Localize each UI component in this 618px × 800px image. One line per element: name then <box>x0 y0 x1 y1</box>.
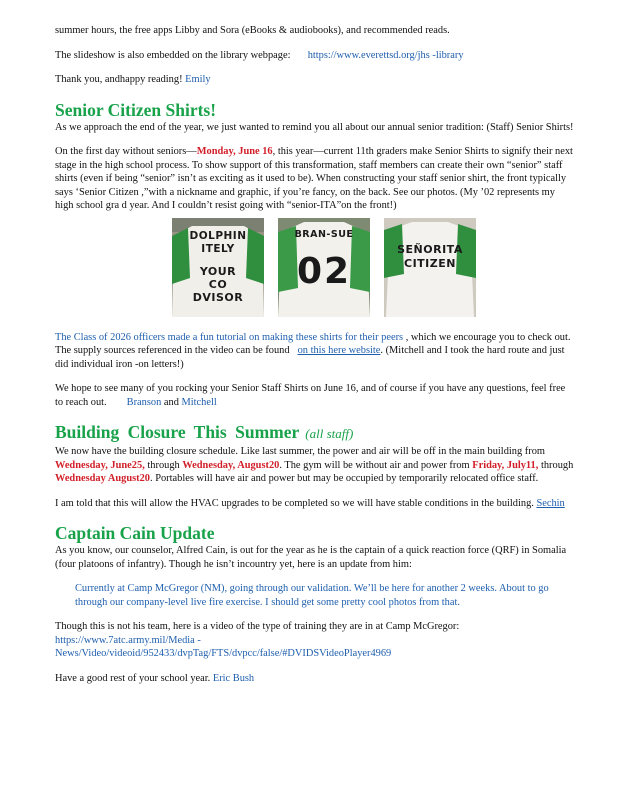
video-url-line-2[interactable]: News/Video/videoid/952433/dvpTag/FTS/dvpcc/false/#DVIDSVideoPlayer4969 <box>55 648 392 659</box>
senior-desc-a: On the first day without seniors— <box>55 146 197 157</box>
closure-text-d: through <box>540 459 574 471</box>
cain-intro-paragraph: As you know, our counselor, Alfred Cain, is out for the year as he is the captain of a quick reaction force (QRF) in Somalia (four platoons of infantry). Though he isn’t incountry yet, here is an update from him: <box>55 545 567 570</box>
captain-cain-heading: Captain Cain Update <box>55 523 215 543</box>
shirt2-line2: 02 <box>296 250 352 292</box>
building-closure-title: Building Closure This Summer <box>55 422 300 442</box>
building-closure-heading <box>55 421 575 445</box>
author-eric-bush-link[interactable]: Eric Bush <box>212 672 255 684</box>
senior-desc-b: , this year—current 11th graders make Senior Shirts to signify their next stage in the high school process. To show support of this transformation, staff members can create their own “senior” staff shirts (even if being “senior” isn’t as exciting as it used to be). When constructing your staff senior shirt, the front typically says ‘Senior Citizen ,”with a nickname and graphic, if you’re fancy, on the back. See our photos. (My ’02 represents my high school gra d year. And I couldn’t resist going with “senior-ITA”on the front!) <box>55 146 573 211</box>
author-mitchell-link[interactable]: Mitchell <box>181 396 217 408</box>
shirt-photo-senorita <box>384 218 476 317</box>
supply-website-link[interactable]: on this here website <box>297 345 381 356</box>
shirt1-line1: DOLPHIN <box>189 229 247 242</box>
tutorial-link[interactable]: The Class of 2026 officers made a fun tutorial on making these shirts for their peers <box>55 331 404 343</box>
shirt1-line3: YOUR <box>199 264 237 278</box>
senior-date: Monday, June 16 <box>196 146 273 157</box>
author-sechin-link[interactable]: Sechin <box>536 497 565 509</box>
shirt2-line1: BRAN-SUE <box>294 228 354 240</box>
tutorial-text-b: . (Mitchell and I took the hard route and just did individual iron -on letters!) <box>55 345 565 370</box>
closing-line <box>55 672 575 686</box>
hope-paragraph <box>55 382 575 409</box>
closure-text-e: . Portables will have air and power but may be occupied by temporarily relocated office staff. <box>150 473 539 484</box>
shirt3-line1: SEÑORITA <box>397 242 463 256</box>
author-branson-link[interactable]: Branson <box>126 396 162 408</box>
senior-intro-paragraph: As we approach the end of the year, we just wanted to remind you all about our annual senior tradition: (Staff) Senior Shirts! <box>55 121 574 133</box>
newsletter-page <box>55 24 575 685</box>
closure-schedule-paragraph <box>55 445 575 486</box>
video-intro-paragraph: Though this is not his team, here is a video of the type of training they are in at Camp McGregor: <box>55 621 460 632</box>
video-url-line-1[interactable]: https://www.7atc.army.mil/Media - <box>55 634 201 646</box>
shirt3-line2: CITIZEN <box>404 256 456 270</box>
cain-quote: Currently at Camp McGregor (NM), going through our validation. We’ll be here for another 2 weeks. About to go through our company-level live fire exercise. I should get some pretty cool photos from that. <box>75 583 549 608</box>
closure-date-3: Friday, July11, <box>472 459 539 471</box>
closure-date-2: Wednesday, August20 <box>182 459 280 471</box>
and-text: and <box>163 396 179 408</box>
tutorial-paragraph <box>55 331 575 372</box>
author-emily-link[interactable]: Emily <box>185 74 211 85</box>
tutorial-text-a: , which we encourage you to check out. The supply sources referenced in the video can be found <box>55 331 571 356</box>
senior-shirts-heading: Senior Citizen Shirts! <box>55 99 217 120</box>
closure-text-a: We now have the building closure schedule. Like last summer, the power and air will be off in the main building from <box>55 446 545 457</box>
closing-text: Have a good rest of your school year. <box>55 672 211 684</box>
shirt-photo-dolphin <box>172 218 264 317</box>
closure-text-c: . The gym will be without air and power from <box>279 459 470 471</box>
closure-date-4: Wednesday August20 <box>55 473 150 484</box>
shirt1-line4: CO <box>208 277 228 291</box>
hvac-paragraph <box>55 497 575 511</box>
intro-line: summer hours, the free apps Libby and Sora (eBooks & audiobooks), and recommended reads. <box>55 25 450 36</box>
shirt-photos <box>172 218 575 317</box>
thanks-text: Thank you, andhappy reading! <box>55 74 183 85</box>
shirt1-line2: ITELY <box>201 242 235 255</box>
senior-description-paragraph <box>55 145 575 213</box>
hope-text: We hope to see many of you rocking your Senior Staff Shirts on June 16, and of course if you have any questions, feel free to reach out. <box>55 383 566 408</box>
closure-date-1: Wednesday, June25, <box>55 459 145 471</box>
hvac-text: I am told that this will allow the HVAC upgrades to be completed so we will have stable conditions in the building. <box>55 497 534 509</box>
thanks-line <box>55 73 575 87</box>
shirt1-line5: DVISOR <box>192 290 244 304</box>
building-closure-subtitle: (all staff) <box>305 426 354 441</box>
slideshow-line <box>55 49 575 63</box>
shirt-photo-bran-sue <box>278 218 370 317</box>
closure-text-b: through <box>147 459 180 471</box>
slideshow-text: The slideshow is also embedded on the library webpage: <box>55 49 291 61</box>
library-webpage-link[interactable]: https://www.everettsd.org/jhs -library <box>307 49 464 61</box>
